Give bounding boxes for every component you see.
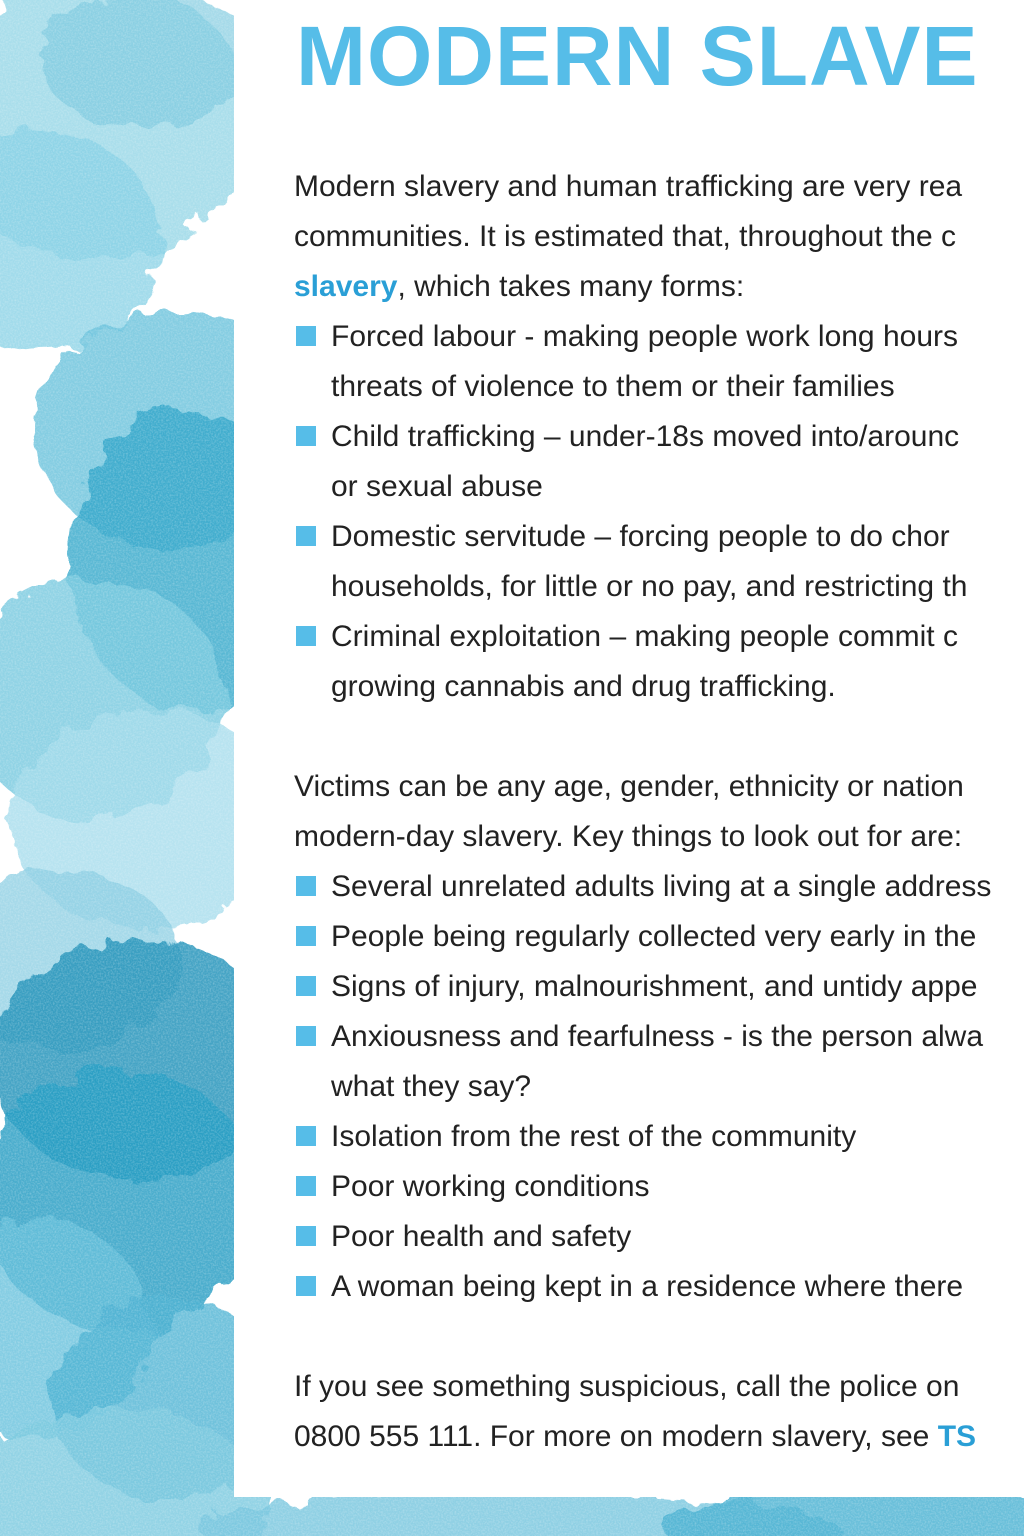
square-bullet-icon bbox=[296, 976, 316, 996]
list-item: People being regularly collected very early in the bbox=[294, 912, 1024, 962]
list-item: Anxiousness and fearfulness - is the person alwa what they say? bbox=[294, 1012, 1024, 1112]
slavery-highlight: slavery bbox=[294, 270, 398, 303]
spacer bbox=[294, 712, 1024, 762]
spacer bbox=[294, 1312, 1024, 1362]
square-bullet-icon bbox=[296, 1026, 316, 1046]
list-item: A woman being kept in a residence where there bbox=[294, 1262, 1024, 1312]
list-item: Child trafficking – under-18s moved into/arounc or sexual abuse bbox=[294, 412, 1024, 512]
square-bullet-icon bbox=[296, 926, 316, 946]
intro-line-1: Modern slavery and human trafficking are very rea bbox=[294, 170, 963, 203]
square-bullet-icon bbox=[296, 526, 316, 546]
victims-paragraph bbox=[294, 762, 1024, 862]
list-item: Criminal exploitation – making people commit c growing cannabis and drug trafficking. bbox=[294, 612, 1024, 712]
content-panel bbox=[234, 0, 1024, 1497]
square-bullet-icon bbox=[296, 626, 316, 646]
intro-paragraph bbox=[294, 162, 1024, 312]
footer-line-2: 0800 555 111. For more on modern slavery, see bbox=[294, 1420, 938, 1453]
footer-paragraph bbox=[294, 1362, 1024, 1462]
square-bullet-icon bbox=[296, 1226, 316, 1246]
list-item: Poor working conditions bbox=[294, 1162, 1024, 1212]
more-info-link[interactable]: TS bbox=[937, 1420, 977, 1453]
victims-line-1: Victims can be any age, gender, ethnicity or nation bbox=[294, 770, 964, 803]
intro-line-3: , which takes many forms: bbox=[397, 270, 745, 303]
square-bullet-icon bbox=[296, 1276, 316, 1296]
list-item: Domestic servitude – forcing people to do chor households, for little or no pay, and restricting th bbox=[294, 512, 1024, 612]
intro-line-2: communities. It is estimated that, throughout the c bbox=[294, 220, 956, 253]
square-bullet-icon bbox=[296, 1126, 316, 1146]
footer-line-1: If you see something suspicious, call the police on bbox=[294, 1370, 960, 1403]
square-bullet-icon bbox=[296, 326, 316, 346]
list-item: Several unrelated adults living at a single address bbox=[294, 862, 1024, 912]
list-item: Signs of injury, malnourishment, and untidy appe bbox=[294, 962, 1024, 1012]
list-item: Poor health and safety bbox=[294, 1212, 1024, 1262]
list-item: Isolation from the rest of the community bbox=[294, 1112, 1024, 1162]
victims-line-2: modern-day slavery. Key things to look out for are: bbox=[294, 820, 963, 853]
forms-list bbox=[294, 312, 1024, 712]
square-bullet-icon bbox=[296, 876, 316, 896]
document-title: MODERN SLAVE bbox=[296, 9, 979, 103]
square-bullet-icon bbox=[296, 426, 316, 446]
signs-list bbox=[294, 862, 1024, 1312]
document-body bbox=[294, 162, 1024, 1462]
square-bullet-icon bbox=[296, 1176, 316, 1196]
list-item: Forced labour - making people work long hours threats of violence to them or their families bbox=[294, 312, 1024, 412]
